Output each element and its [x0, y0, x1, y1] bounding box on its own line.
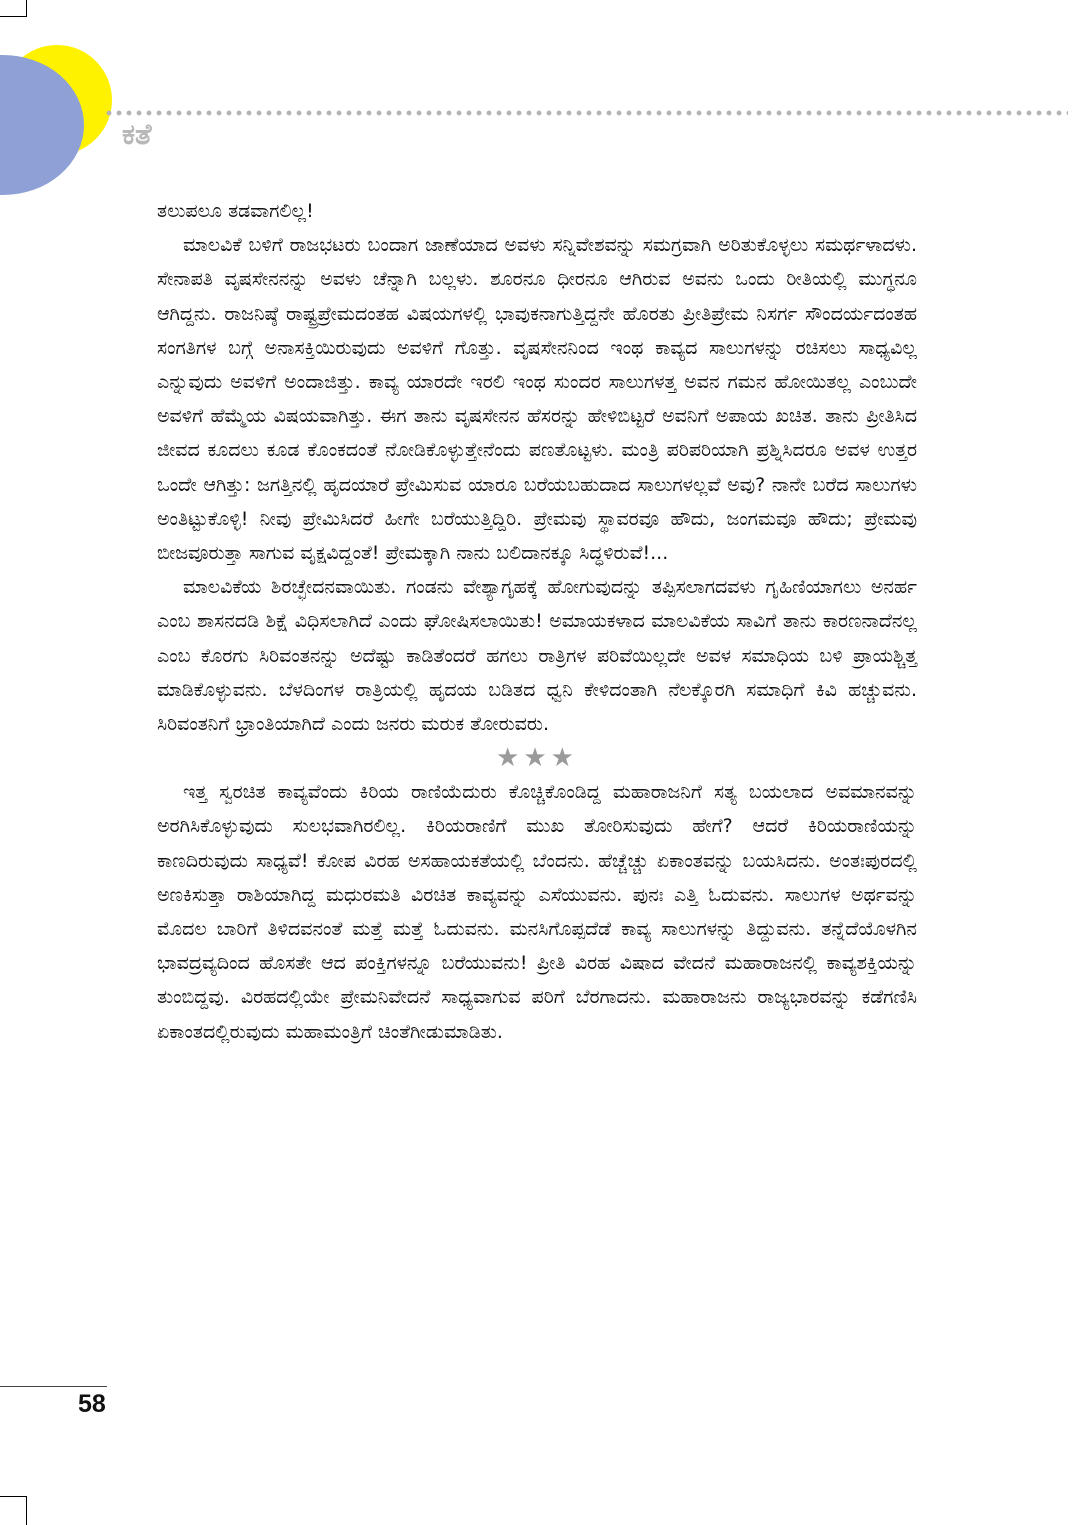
crop-mark-top-vertical — [26, 0, 27, 17]
dotted-header-rule — [104, 110, 1068, 116]
paragraph-continuation: ತಲುಪಲೂ ತಡವಾಗಲಿಲ್ಲ! — [157, 200, 314, 222]
footer-rule — [0, 1386, 107, 1387]
paragraph: ಇತ್ತ ಸ್ವರಚಿತ ಕಾವ್ಯವೆಂದು ಕಿರಿಯ ರಾಣಿಯೆದುರು ಕೊಚ್ಚಿಕೊಂಡಿದ್ದ ಮಹಾರಾಜನಿಗೆ ಸತ್ಯ ಬಯಲಾದ ಅವಮಾನವನ್ನು ಅರಗಿಸಿಕೊಳ್ಳುವುದು ಸುಲಭವಾಗಿರಲಿಲ್ಲ. ಕಿರಿಯರಾಣಿಗೆ ಮುಖ ತೋರಿಸುವುದು ಹೇಗೆ? ಆದರೆ ಕಿರಿಯರಾಣಿಯನ್ನು ಕಾಣದಿರುವುದು ಸಾಧ್ಯವೆ! ಕೋಪ ವಿರಹ ಅಸಹಾಯಕತೆಯಲ್ಲಿ ಬೆಂದನು. ಹೆಚ್ಚೆಚ್ಚು ಏಕಾಂತವನ್ನು ಬಯಸಿದನು. ಅಂತಃಪುರದಲ್ಲಿ ಅಣಕಿಸುತ್ತಾ ರಾಶಿಯಾಗಿದ್ದ ಮಧುರಮತಿ ವಿರಚಿತ ಕಾವ್ಯವನ್ನು ಎಸೆಯುವನು. ಪುನಃ ಎತ್ತಿ ಓದುವನು. ಸಾಲುಗಳ ಅರ್ಥವನ್ನು ಮೊದಲ ಬಾರಿಗೆ ತಿಳಿದವನಂತೆ ಮತ್ತೆ ಮತ್ತೆ ಓದುವನು. ಮನಸಿಗೊಪ್ಪದೆಡೆ ಕಾವ್ಯ ಸಾಲುಗಳನ್ನು ತಿದ್ದುವನು. ತನ್ನೆದೆಯೊಳಗಿನ ಭಾವದ್ರವ್ಯದಿಂದ ಹೊಸತೇ ಆದ ಪಂಕ್ತಿಗಳನ್ನೂ ಬರೆಯುವನು! ಪ್ರೀತಿ ವಿರಹ ವಿಷಾದ ವೇದನೆ ಮಹಾರಾಜನಲ್ಲಿ ಕಾವ್ಯಶಕ್ತಿಯನ್ನು ತುಂಬಿದ್ದವು. ವಿರಹದಲ್ಲಿಯೇ ಪ್ರೇಮನಿವೇದನೆ ಸಾಧ್ಯವಾಗುವ ಪರಿಗೆ ಬೆರಗಾದನು. ಮಹಾರಾಜನು ರಾಜ್ಯಭಾರವನ್ನು ಕಡೆಗಣಿಸಿ ಏಕಾಂತದಲ್ಲಿರುವುದು ಮಹಾಮಂತ್ರಿಗೆ ಚಿಂತೆಗೀಡುಮಾಡಿತು. — [157, 781, 917, 1043]
story-body — [157, 194, 917, 1049]
crop-mark-top-horizontal — [0, 16, 26, 17]
paragraph: ಮಾಲವಿಕೆ ಬಳಿಗೆ ರಾಜಭಟರು ಬಂದಾಗ ಜಾಣೆಯಾದ ಅವಳು ಸನ್ನಿವೇಶವನ್ನು ಸಮಗ್ರವಾಗಿ ಅರಿತುಕೊಳ್ಳಲು ಸಮರ್ಥಳಾದಳು. ಸೇನಾಪತಿ ವೃಷಸೇನನನ್ನು ಅವಳು ಚೆನ್ನಾಗಿ ಬಲ್ಲಳು. ಶೂರನೂ ಧೀರನೂ ಆಗಿರುವ ಅವನು ಒಂದು ರೀತಿಯಲ್ಲಿ ಮುಗ್ಧನೂ ಆಗಿದ್ದನು. ರಾಜನಿಷ್ಠೆ ರಾಷ್ಟ್ರಪ್ರೇಮದಂತಹ ವಿಷಯಗಳಲ್ಲಿ ಭಾವುಕನಾಗುತ್ತಿದ್ದನೇ ಹೊರತು ಪ್ರೀತಿಪ್ರೇಮ ನಿಸರ್ಗ ಸೌಂದರ್ಯದಂತಹ ಸಂಗತಿಗಳ ಬಗ್ಗೆ ಅನಾಸಕ್ತಿಯಿರುವುದು ಅವಳಿಗೆ ಗೊತ್ತು. ವೃಷಸೇನನಿಂದ ಇಂಥ ಕಾವ್ಯದ ಸಾಲುಗಳನ್ನು ರಚಿಸಲು ಸಾಧ್ಯವಿಲ್ಲ ಎನ್ನುವುದು ಅವಳಿಗೆ ಅಂದಾಜಿತ್ತು. ಕಾವ್ಯ ಯಾರದೇ ಇರಲಿ ಇಂಥ ಸುಂದರ ಸಾಲುಗಳತ್ತ ಅವನ ಗಮನ ಹೋಯಿತಲ್ಲ ಎಂಬುದೇ ಅವಳಿಗೆ ಹೆಮ್ಮೆಯ ವಿಷಯವಾಗಿತ್ತು. ಈಗ ತಾನು ವೃಷಸೇನನ ಹೆಸರನ್ನು ಹೇಳಿಬಿಟ್ಟರೆ ಅವನಿಗೆ ಅಪಾಯ ಖಚಿತ. ತಾನು ಪ್ರೀತಿಸಿದ ಜೀವದ ಕೂದಲು ಕೂಡ ಕೊಂಕದಂತೆ ನೋಡಿಕೊಳ್ಳುತ್ತೇನೆಂದು ಪಣತೊಟ್ಟಳು. ಮಂತ್ರಿ ಪರಿಪರಿಯಾಗಿ ಪ್ರಶ್ನಿಸಿದರೂ ಅವಳ ಉತ್ತರ ಒಂದೇ ಆಗಿತ್ತು: ಜಗತ್ತಿನಲ್ಲಿ ಹೃದಯಾರೆ ಪ್ರೇಮಿಸುವ ಯಾರೂ ಬರೆಯಬಹುದಾದ ಸಾಲುಗಳಲ್ಲವೆ ಅವು? ನಾನೇ ಬರೆದ ಸಾಲುಗಳು ಅಂತಿಟ್ಟುಕೊಳ್ಳಿ! ನೀವು ಪ್ರೇಮಿಸಿದರೆ ಹೀಗೇ ಬರೆಯುತ್ತಿದ್ದಿರಿ. ಪ್ರೇಮವು ಸ್ಥಾವರವೂ ಹೌದು, ಜಂಗಮವೂ ಹೌದು; ಪ್ರೇಮವು ಬೀಜವೂರುತ್ತಾ ಸಾಗುವ ವೃಕ್ಷವಿದ್ದಂತೆ! ಪ್ರೇಮಕ್ಕಾಗಿ ನಾನು ಬಲಿದಾನಕ್ಕೂ ಸಿದ್ಧಳಿರುವೆ!... — [157, 234, 917, 565]
crop-mark-bottom-vertical — [26, 1496, 27, 1525]
section-divider-stars: ★★★ — [496, 743, 578, 774]
section-label: ಕತೆ — [122, 117, 152, 151]
page-number: 58 — [78, 1390, 106, 1418]
paragraph: ಮಾಲವಿಕೆಯ ಶಿರಚ್ಛೇದನವಾಯಿತು. ಗಂಡನು ವೇಶ್ಯಾಗೃಹಕ್ಕೆ ಹೋಗುವುದನ್ನು ತಪ್ಪಿಸಲಾಗದವಳು ಗೃಹಿಣಿಯಾಗಲು ಅನರ್ಹ ಎಂಬ ಶಾಸನದಡಿ ಶಿಕ್ಷೆ ವಿಧಿಸಲಾಗಿದೆ ಎಂದು ಘೋಷಿಸಲಾಯಿತು! ಅಮಾಯಕಳಾದ ಮಾಲವಿಕೆಯ ಸಾವಿಗೆ ತಾನು ಕಾರಣನಾದೆನಲ್ಲ ಎಂಬ ಕೊರಗು ಸಿರಿವಂತನನ್ನು ಅದೆಷ್ಟು ಕಾಡಿತೆಂದರೆ ಹಗಲು ರಾತ್ರಿಗಳ ಪರಿವೆಯಿಲ್ಲದೇ ಅವಳ ಸಮಾಧಿಯ ಬಳಿ ಪ್ರಾಯಶ್ಚಿತ್ತ ಮಾಡಿಕೊಳ್ಳುವನು. ಬೆಳದಿಂಗಳ ರಾತ್ರಿಯಲ್ಲಿ ಹೃದಯ ಬಡಿತದ ಧ್ವನಿ ಕೇಳಿದಂತಾಗಿ ನೆಲಕ್ಕೊರಗಿ ಸಮಾಧಿಗೆ ಕಿವಿ ಹಚ್ಚುವನು. ಸಿರಿವಂತನಿಗೆ ಭ್ರಾಂತಿಯಾಗಿದೆ ಎಂದು ಜನರು ಮರುಕ ತೋರುವರು. — [157, 576, 917, 736]
crop-mark-bottom-horizontal — [0, 1496, 26, 1497]
